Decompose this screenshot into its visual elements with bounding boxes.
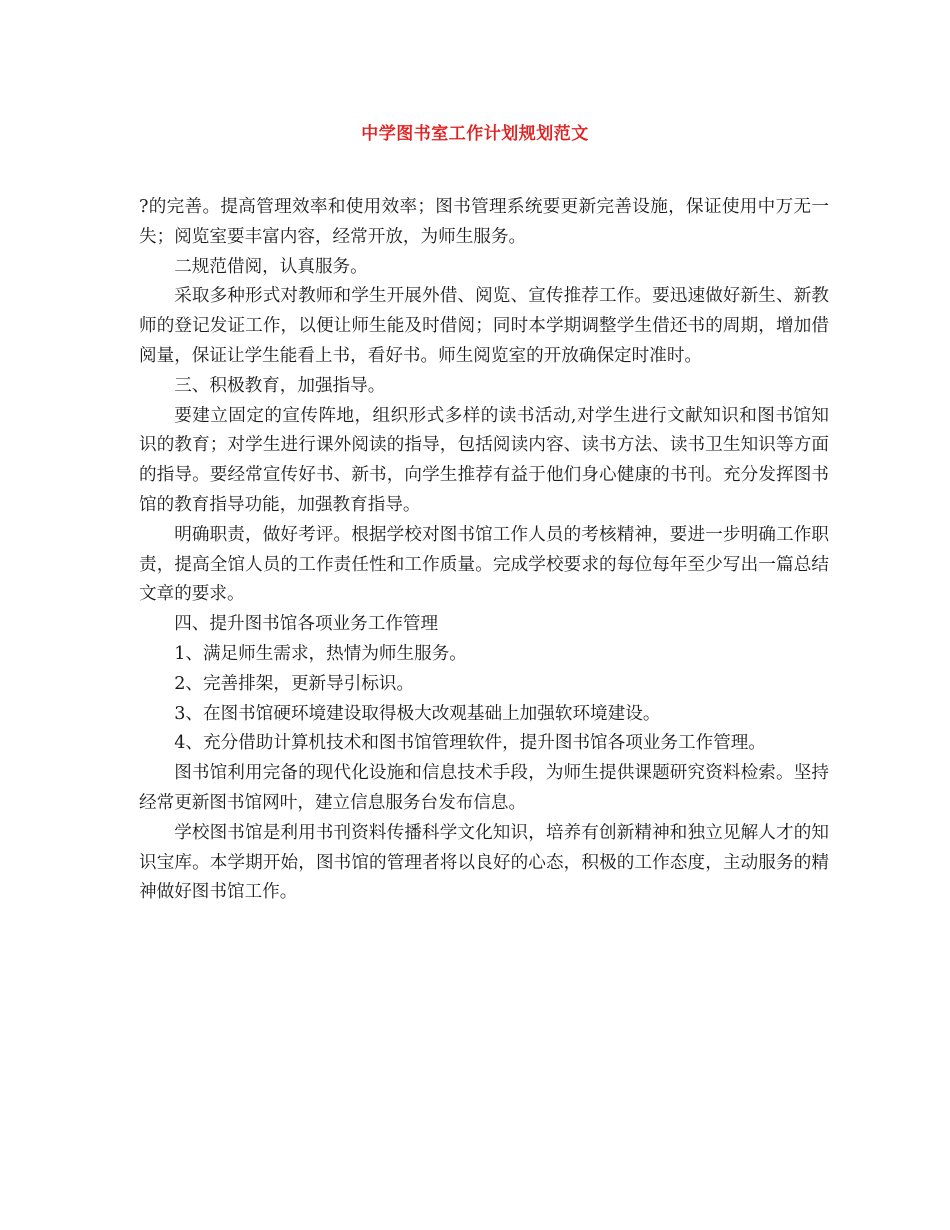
section-heading-2: 二规范借阅，认真服务。 (174, 256, 368, 277)
paragraph-facilities: 图书馆利用完备的现代化设施和信息技术手段，为师生提供课题研究资料检索。坚持经常更新图书馆网叶，建立信息服务台发布信息。 (139, 763, 829, 813)
section-heading-3: 三、积极教育，加强指导。 (174, 375, 386, 396)
list-item-4: 4、充分借助计算机技术和图书馆管理软件，提升图书馆各项业务工作管理。 (174, 733, 766, 754)
paragraph-borrowing: 采取多种形式对教师和学生开展外借、阅览、宣传推荐工作。要迅速做好新生、新教师的登记发证工作，以便让师生能及时借阅；同时本学期调整学生借还书的周期，增加借阅量，保证让学生能看上书，看好书。师生阅览室的开放确保定时准时。 (139, 286, 829, 366)
paragraph-duties: 明确职责，做好考评。根据学校对图书馆工作人员的考核精神，要进一步明确工作职责，提高全馆人员的工作责任性和工作质量。完成学校要求的每位每年至少写出一篇总结文章的要求。 (139, 524, 829, 605)
paragraph-continuation: ?的完善。提高管理效率和使用效率；图书管理系统要更新完善设施，保证使用中万无一失；阅览室要丰富内容，经常开放，为师生服务。 (139, 197, 829, 247)
document-title: 中学图书室工作计划规划范文 (361, 124, 589, 144)
list-item-2: 2、完善排架，更新导引标识。 (174, 673, 415, 694)
paragraph-conclusion: 学校图书馆是利用书刊资料传播科学文化知识，培养有创新精神和独立见解人才的知识宝库。本学期开始，图书馆的管理者将以良好的心态，积极的工作态度，主动服务的精神做好图书馆工作。 (139, 822, 829, 903)
paragraph-education: 要建立固定的宣传阵地，组织形式多样的读书活动,对学生进行文献知识和图书馆知识的教育；对学生进行课外阅读的指导，包括阅读内容、读书方法、读书卫生知识等方面的指导。要经常宣传好书、新书，向学生推荐有益于他们身心健康的书刊。充分发挥图书馆的教育指导功能，加强教育指导。 (139, 405, 829, 515)
section-heading-4: 四、提升图书馆各项业务工作管理 (174, 614, 439, 635)
list-item-3: 3、在图书馆硬环境建设取得极大改观基础上加强软环境建设。 (174, 703, 661, 724)
document-body (139, 193, 829, 908)
list-item-1: 1、满足师生需求，热情为师生服务。 (174, 643, 467, 664)
